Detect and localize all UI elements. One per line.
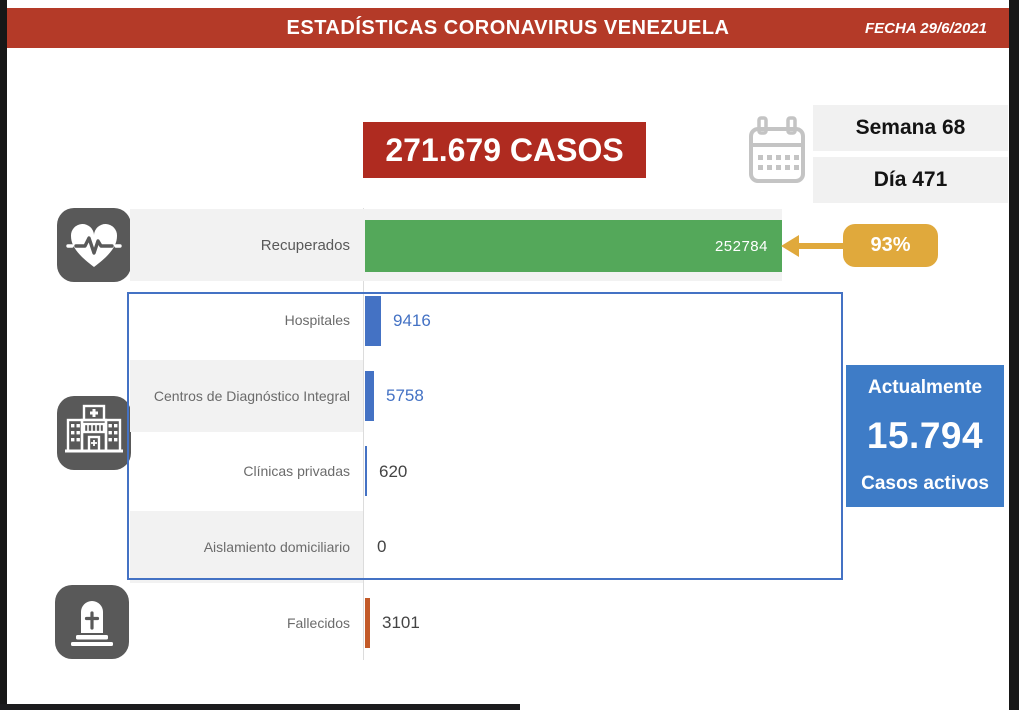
page-title: ESTADÍSTICAS CORONAVIRUS VENEZUELA — [286, 16, 730, 39]
row-label-fallecidos: Fallecidos — [286, 615, 350, 631]
row-label-aislamiento: Aislamiento domiciliario — [203, 539, 350, 555]
row-label-cdi: Centros de Diagnóstico Integral — [153, 388, 350, 404]
bar-value-cdi: 5758 — [386, 386, 424, 405]
arrow-shaft — [798, 243, 845, 249]
row-label-clinicas: Clínicas privadas — [243, 463, 350, 479]
day-counter: Día 471 — [813, 157, 1008, 203]
frame-border-left — [0, 0, 7, 710]
total-cases-banner: 271.679 CASOS — [363, 122, 646, 178]
frame-border-bottom — [0, 704, 520, 710]
active-panel-value: 15.794 — [866, 415, 984, 456]
bar-fallecidos — [365, 598, 370, 648]
tombstone-icon — [55, 585, 129, 659]
week-counter: Semana 68 — [813, 105, 1008, 151]
bar-value-clinicas: 620 — [379, 462, 408, 481]
heart-pulse-icon — [57, 208, 131, 282]
arrow-left-icon — [781, 235, 799, 257]
bar-recuperados — [365, 220, 782, 272]
active-cases-panel — [846, 365, 1004, 507]
calendar-icon — [746, 114, 808, 193]
row-label-hospitales: Hospitales — [284, 312, 350, 328]
header-bar — [7, 8, 1009, 48]
bar-value-aislamiento: 0 — [377, 537, 387, 556]
active-panel-heading: Actualmente — [867, 377, 983, 398]
bar-value-fallecidos: 3101 — [382, 613, 420, 632]
frame-border-right — [1009, 0, 1019, 710]
header-date: FECHA 29/6/2021 — [864, 19, 987, 37]
bar-clinicas — [365, 446, 367, 496]
hospital-icon — [57, 396, 131, 470]
bar-value-recuperados: 252784 — [714, 237, 768, 255]
recovered-percent-badge: 93% — [843, 224, 938, 267]
active-panel-caption: Casos activos — [861, 473, 989, 494]
bar-cdi — [365, 371, 374, 421]
row-label-recuperados: Recuperados — [260, 236, 350, 254]
bar-hospitales — [365, 296, 381, 346]
bar-value-hospitales: 9416 — [393, 311, 431, 330]
